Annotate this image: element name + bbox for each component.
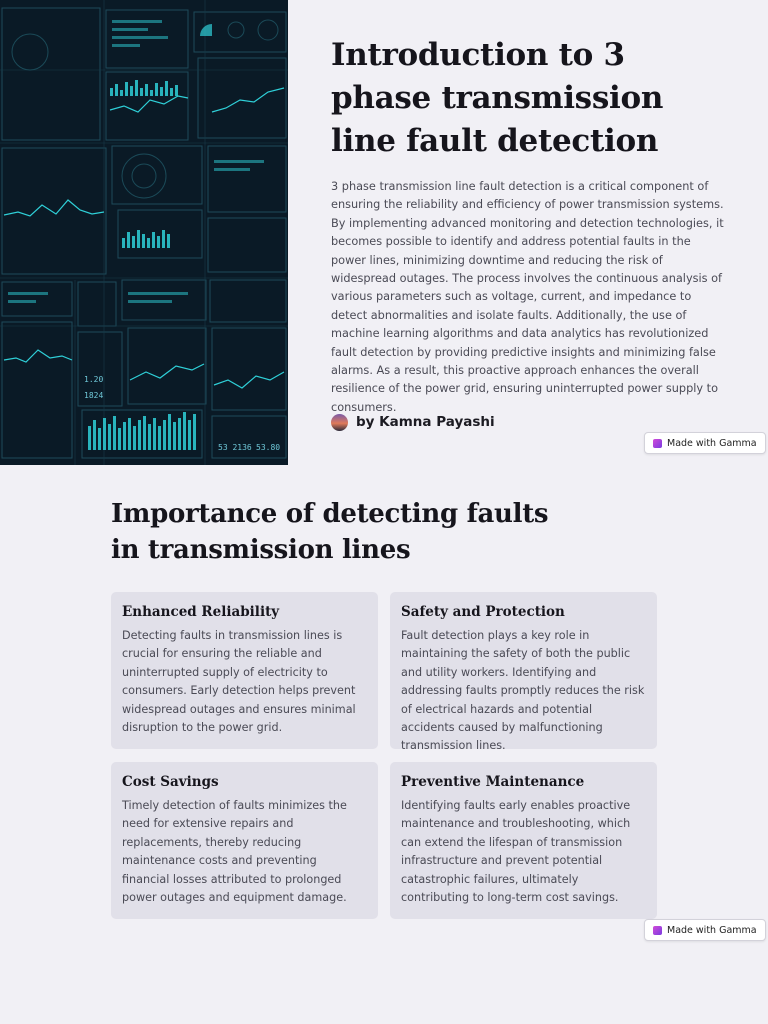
card-title: Cost Savings	[122, 774, 219, 790]
badge-label: Made with Gamma	[667, 437, 757, 449]
gamma-logo-icon	[653, 926, 662, 935]
gamma-logo-icon	[653, 439, 662, 448]
card-title: Preventive Maintenance	[401, 774, 585, 790]
badge-label: Made with Gamma	[667, 924, 757, 936]
card-body: Identifying faults early enables proactive maintenance and troubleshooting, which can extend the lifespan of transmission infrastructure and prevent potential catastrophic failures, ultimately contributing to long-term cost savings.	[401, 799, 631, 905]
page-title: Introduction to 3 phase transmission line fault detection	[331, 37, 664, 159]
hero-readout-3: 53 2136	[218, 443, 252, 452]
hero-readout-4: 53.80	[256, 443, 281, 452]
author-line	[331, 412, 495, 432]
card-body: Timely detection of faults minimizes the need for extensive repairs and replacements, thereby reducing maintenance costs and preventing financial losses attributed to prolonged power outages and equipment damage.	[122, 799, 347, 905]
hero-readout-1: 1.20	[84, 375, 104, 384]
author-name: by Kamna Payashi	[356, 414, 495, 430]
card-body: Detecting faults in transmission lines is crucial for ensuring the reliable and uninterrupted supply of electricity to consumers. Early detection helps prevent widespread outages and ensures minimal disruption to the power grid.	[122, 629, 356, 735]
card-title: Safety and Protection	[401, 604, 565, 620]
made-with-gamma-button[interactable]	[644, 432, 766, 454]
intro-paragraph: 3 phase transmission line fault detection is a critical component of ensuring the reliability and efficiency of power transmission systems. By implementing advanced monitoring and detection technologies, it becomes possible to identify and address potential faults in the power lines, minimizing downtime and reducing the risk of widespread outages. The process involves the continuous analysis of various parameters such as voltage, current, and impedance to detect abnormalities and isolate faults. Additionally, the use of machine learning algorithms and data analytics has revolutionized fault detection by providing predictive insights and minimizing false alarms. As a result, this proactive approach enhances the overall resilience of the power grid, ensuring uninterrupted power supply to consumers.	[331, 180, 724, 414]
card-preventive-maintenance	[390, 762, 657, 919]
card-enhanced-reliability	[111, 592, 378, 749]
section-title: Importance of detecting faults in transmission lines	[111, 499, 549, 565]
card-title: Enhanced Reliability	[122, 604, 280, 620]
made-with-gamma-button[interactable]	[644, 919, 766, 941]
card-body: Fault detection plays a key role in maintaining the safety of both the public and utility workers. Identifying and addressing faults promptly reduces the risk of electrical hazards and potential accidents caused by malfunctioning transmission lines.	[401, 629, 645, 753]
slide-intro	[0, 0, 768, 465]
avatar	[331, 414, 348, 431]
card-safety-and-protection	[390, 592, 657, 753]
circuit-dashboard-illustration	[0, 0, 288, 465]
card-cost-savings	[111, 762, 378, 919]
hero-readout-2: 1824	[84, 391, 104, 400]
hero-image	[0, 0, 288, 465]
